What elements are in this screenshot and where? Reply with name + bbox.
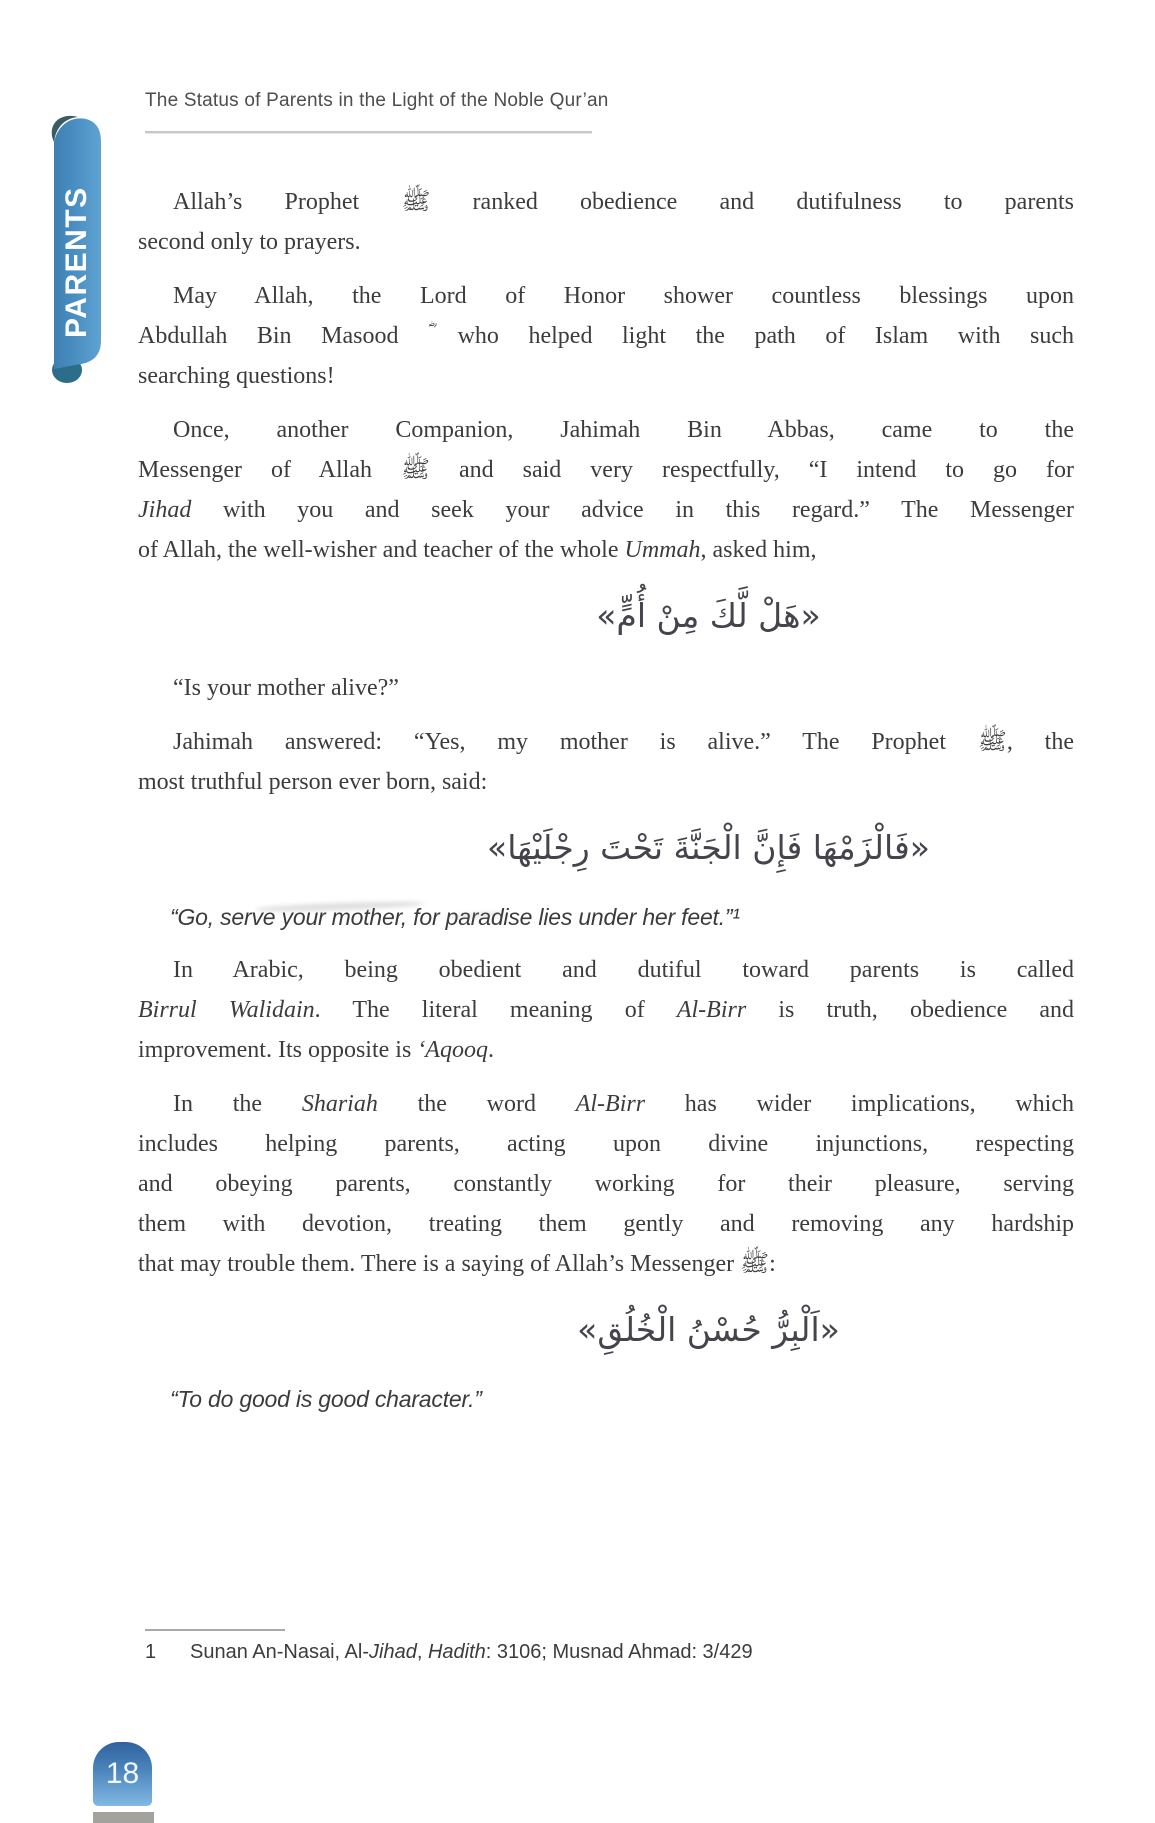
body-paragraph	[138, 410, 1074, 570]
text-line: and obeying parents, constantly working for their pleasure, serving	[138, 1171, 1074, 1197]
arabic-quote: «هَلْ لَّكَ مِنْ أُمٍّ»	[596, 596, 821, 635]
page-edge-strip	[93, 1812, 154, 1823]
translation-line: “To do good is good character.”	[170, 1386, 482, 1412]
running-header: The Status of Parents in the Light of the Noble Qur’an	[145, 90, 609, 111]
page-number: 18	[105, 1757, 140, 1790]
translation-line: “Go, serve your mother, for paradise lies under her feet.”¹	[170, 904, 740, 930]
body-paragraph	[138, 722, 1074, 802]
text-line: Messenger of Allah ﷺ and said very respectfully, “I intend to go for	[138, 457, 1074, 483]
text-line: “Is your mother alive?”	[173, 675, 399, 701]
body-paragraph	[138, 668, 1074, 708]
body-paragraph	[138, 950, 1074, 1070]
footnote	[145, 1641, 1005, 1664]
text-line: that may trouble them. There is a saying of Allah’s Messenger ﷺ:	[138, 1251, 776, 1277]
text-line: most truthful person ever born, said:	[138, 769, 488, 795]
body-paragraph	[138, 182, 1074, 262]
text-line: Allah’s Prophet ﷺ ranked obedience and dutifulness to parents	[173, 189, 1074, 215]
text-line: May Allah, the Lord of Honor shower countless blessings upon	[173, 283, 1074, 309]
body-paragraph	[138, 276, 1074, 396]
text-line: Birrul Walidain. The literal meaning of Al-Birr is truth, obedience and	[138, 997, 1075, 1023]
ribbon-label: PARENTS	[60, 186, 93, 338]
text-line: Once, another Companion, Jahimah Bin Abbas, came to the	[173, 417, 1074, 443]
footnote-text: Sunan An-Nasai, Al-Jihad, Hadith: 3106; Musnad Ahmad: 3/429	[190, 1641, 753, 1663]
text-line: Jahimah answered: “Yes, my mother is alive.” The Prophet ﷺ, the	[173, 729, 1074, 755]
text-line: Abdullah Bin Masood ؓ who helped light the path of Islam with such	[138, 323, 1074, 349]
footnote-number: 1	[145, 1641, 157, 1663]
text-line: improvement. Its opposite is ‘Aqooq.	[138, 1037, 494, 1063]
text-line: searching questions!	[138, 363, 335, 389]
page-number-badge	[93, 1742, 152, 1806]
parents-tab-ribbon	[46, 112, 108, 387]
body-paragraph	[138, 1084, 1074, 1284]
arabic-quote: «اَلْبِرُّ حُسْنُ الْخُلُقِ»	[577, 1310, 840, 1349]
footnote-rule	[145, 1629, 285, 1631]
text-line: Jihad with you and seek your advice in this regard.” The Messenger	[138, 497, 1074, 523]
text-line: includes helping parents, acting upon divine injunctions, respecting	[138, 1131, 1074, 1157]
text-line: of Allah, the well-wisher and teacher of the whole Ummah, asked him,	[138, 537, 817, 563]
text-line: second only to prayers.	[138, 229, 361, 255]
header-rule	[145, 131, 592, 133]
body-text	[138, 182, 1074, 1432]
arabic-quote: «فَالْزَمْهَا فَإِنَّ الْجَنَّةَ تَحْتَ رِجْلَيْهَا»	[487, 828, 930, 867]
text-line: In Arabic, being obedient and dutiful toward parents is called	[173, 957, 1074, 983]
text-line: In the Shariah the word Al-Birr has wider implications, which	[173, 1091, 1074, 1117]
text-line: them with devotion, treating them gently and removing any hardship	[138, 1211, 1074, 1237]
